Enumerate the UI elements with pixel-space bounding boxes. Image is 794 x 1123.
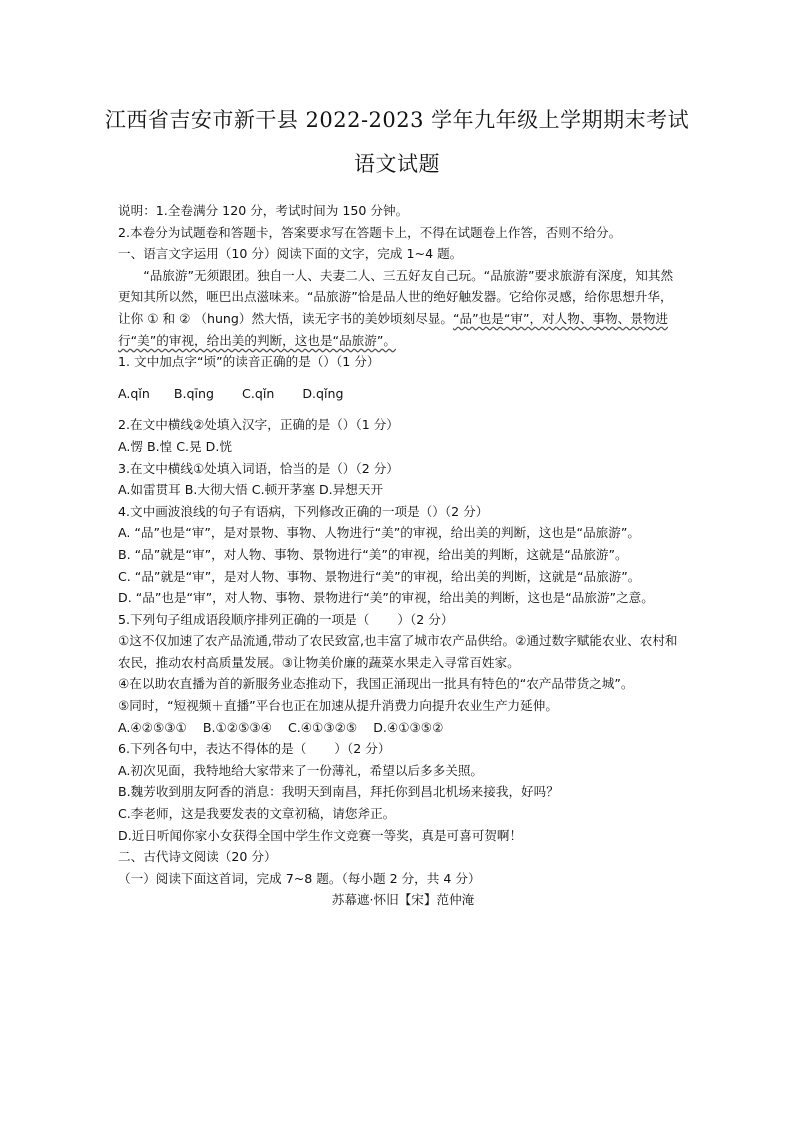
question-4: 4.文中画波浪线的句子有语病，下列修改正确的一项是（）（2 分） — [118, 503, 489, 519]
note-1: 说明：1.全卷满分 120 分，考试时间为 150 分钟。 — [118, 203, 409, 218]
question-5: 5.下列句子组成语段顺序排列正确的一项是（ ）（2 分） — [118, 611, 454, 627]
question-4-option-d: D. “品”也是“审”，对人物、事物、景物进行“美”的审视，给出美的判断，这也是“品旅游”之意。 — [118, 590, 654, 606]
question-1-options: A.qǐn B.qīng C.qǐn D.qǐng — [118, 385, 344, 401]
exam-title: 江西省吉安市新干县 2022-2023 学年九年级上学期期末考试 — [104, 108, 690, 132]
exam-subtitle: 语文试题 — [354, 152, 440, 176]
passage-text: “品旅游”无须跟团。独自一人、夫妻二人、三五好友自己玩。“品旅游”要求旅游有深度，知其然更知其所以然，咂巴出点滋味来。“品旅游”恰是品人世的绝好触发器。它给你灵感，给你思想升华，让你 ① 和 ② （hung）然大悟，读无字书的美妙顷刻尽显。 — [118, 267, 674, 326]
question-6-option-a: A.初次见面，我特地给大家带来了一份薄礼，希望以后多多关照。 — [118, 762, 484, 778]
question-1: 1. 文中加点字“顷”的读音正确的是（）（1 分） — [118, 354, 380, 370]
question-2: 2.在文中横线②处填入汉字，正确的是（）（1 分） — [118, 417, 399, 433]
question-4-option-c: C. “品”就是“审”，是对人物、事物、景物进行“美”的审视，给出美的判断，这就是“品旅游”。 — [118, 568, 641, 584]
question-5-sentences-2: ④在以助农直播为首的新服务业态推动下，我国正涌现出一批具有特色的“农产品带货之城”。 — [118, 676, 634, 692]
section-2-subheading: （一）阅读下面这首词，完成 7~8 题。（每小题 2 分，共 4 分） — [118, 870, 481, 886]
section-1-heading: 一、语言文字运用（10 分）阅读下面的文字，完成 1~4 题。 — [118, 246, 463, 262]
question-2-options: A.愣 B.惶 C.晃 D.恍 — [118, 438, 232, 454]
question-6: 6.下列各句中，表达不得体的是（ ）（2 分） — [118, 741, 391, 757]
question-6-option-c: C.李老师，这是我要发表的文章初稿，请您斧正。 — [118, 806, 396, 822]
question-3-options: A.如雷贯耳 B.大彻大悟 C.顿开茅塞 D.异想天开 — [118, 482, 384, 498]
note-2: 2.本卷分为试题卷和答题卡，答案要求写在答题卡上，不得在试题卷上作答，否则不给分。 — [118, 224, 622, 240]
question-4-option-b: B. “品”就是“审”，对人物、事物、景物进行“美”的审视，给出美的判断，这就是“品旅游”。 — [118, 546, 628, 562]
question-4-option-a: A. “品”也是“审”，是对景物、事物、人物进行“美”的审视，给出美的判断，这也是“品旅游”。 — [118, 525, 640, 541]
exam-body — [118, 200, 678, 911]
reading-passage — [118, 265, 678, 351]
question-5-options: A.④②⑤③① B.①②⑤③④ C.④①③②⑤ D.④①③⑤② — [118, 719, 444, 735]
question-5-sentences-3: ⑤同时，“短视频＋直播”平台也正在加速从提升消费力向提升农业生产力延伸。 — [118, 698, 558, 714]
section-2-heading: 二、古代诗文阅读（20 分） — [118, 849, 277, 865]
question-3: 3.在文中横线①处填入词语，恰当的是（）（2 分） — [118, 460, 399, 476]
question-6-option-b: B.魏芳收到朋友阿香的消息：我明天到南昌，拜托你到昌北机场来接我，好吗？ — [118, 784, 559, 800]
poem-title: 苏幕遮·怀旧【宋】范仲淹 — [331, 892, 475, 908]
question-5-sentences-1: ①这不仅加速了农产品流通,带动了农民致富,也丰富了城市农产品供给。②通过数字赋能农业、农村和农民，推动农村高质量发展。③让物美价廉的蔬菜水果走入寻常百姓家。 — [118, 633, 678, 670]
question-6-option-d: D.近日听闻你家小女获得全国中学生作文竞赛一等奖，真是可喜可贺啊！ — [118, 827, 523, 843]
passage-wavy-sentence: “品”也是“审”，对人物、事物、景物进行“美”的审视，给出美的判断，这也是“品旅游”。 — [118, 310, 669, 348]
